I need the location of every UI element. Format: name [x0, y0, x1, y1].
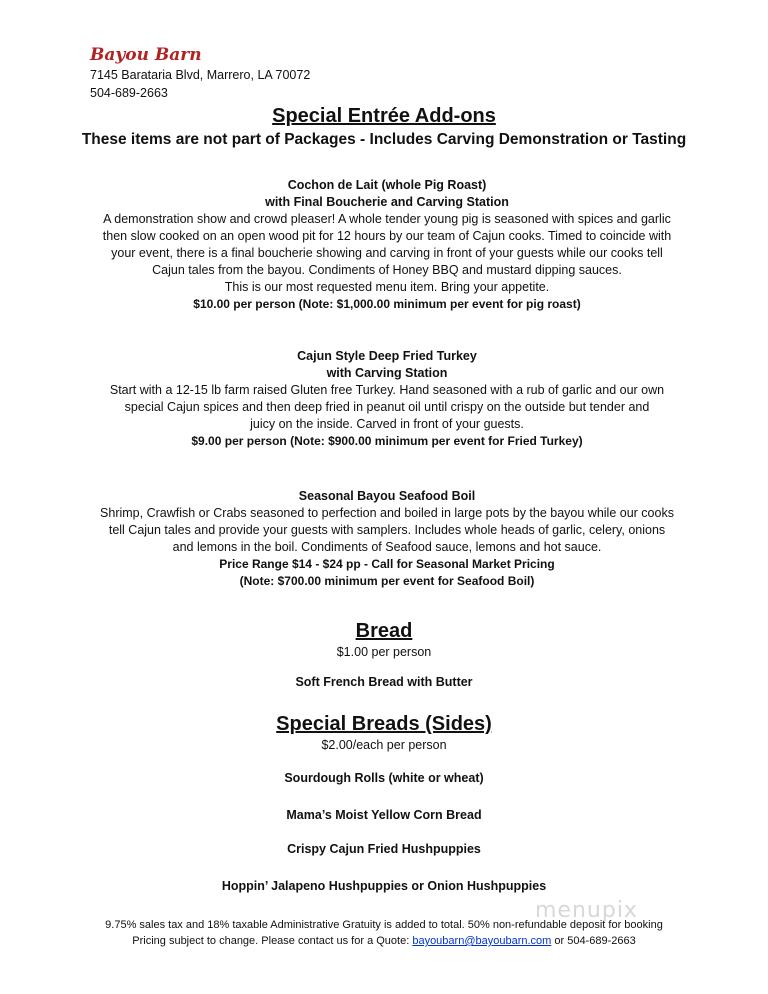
section-price: $10.00 per person (Note: $1,000.00 minimum per event for pig roast) [193, 297, 581, 311]
section-desc-line: juicy on the inside. Carved in front of your guests. [250, 417, 524, 431]
restaurant-header [90, 44, 310, 102]
section-desc-line: tell Cajun tales and provide your guests with samplers. Includes whole heads of garlic, celery, onions [108, 523, 666, 537]
page-title: Special Entrée Add-ons [272, 105, 496, 127]
section-title: Cochon de Lait (whole Pig Roast) [287, 178, 487, 192]
section-title: Seasonal Bayou Seafood Boil [298, 489, 476, 503]
section-desc-line: This is our most requested menu item. Bring your appetite. [224, 280, 550, 294]
bread-item: Soft French Bread with Butter [295, 675, 473, 689]
special-bread-item: Crispy Cajun Fried Hushpuppies [287, 842, 481, 856]
section-subtitle: with Carving Station [326, 366, 448, 380]
special-bread-item: Hoppin’ Jalapeno Hushpuppies or Onion Hushpuppies [221, 879, 547, 893]
section-desc-line: then slow cooked on an open wood pit for 12 hours by our team of Cajun cooks. Timed to coincide with [102, 229, 672, 243]
restaurant-address: 7145 Barataria Blvd, Marrero, LA 70072 [90, 68, 311, 82]
page-subtitle: These items are not part of Packages - Includes Carving Demonstration or Tasting [81, 131, 687, 148]
section-seafood-boil [92, 488, 682, 590]
section-desc-line: special Cajun spices and then deep fried in peanut oil until crispy on the outside but tender and [124, 400, 650, 414]
section-title: Cajun Style Deep Fried Turkey [297, 349, 477, 363]
restaurant-phone: 504-689-2663 [90, 86, 168, 100]
bread-title: Bread [355, 620, 413, 642]
section-desc-line: and lemons in the boil. Condiments of Seafood sauce, lemons and hot sauce. [172, 540, 602, 554]
email-link[interactable]: bayoubarn@bayoubarn.com [412, 935, 552, 947]
section-price-note: (Note: $700.00 minimum per event for Seafood Boil) [239, 574, 535, 588]
footer-contact-suffix: or 504-689-2663 [551, 935, 636, 947]
section-price: $9.00 per person (Note: $900.00 minimum per event for Fried Turkey) [191, 434, 583, 448]
watermark: menupix [535, 898, 638, 923]
section-desc-line: Start with a 12-15 lb farm raised Gluten free Turkey. Hand seasoned with a rub of garlic and our own [109, 383, 665, 397]
special-bread-item: Sourdough Rolls (white or wheat) [284, 771, 484, 785]
section-desc-line: Shrimp, Crawfish or Crabs seasoned to perfection and boiled in large pots by the bayou while our cooks [100, 506, 674, 520]
restaurant-name: Bayou Barn [90, 45, 202, 65]
section-price: Price Range $14 - $24 pp - Call for Seasonal Market Pricing [219, 557, 555, 571]
section-pig-roast [92, 177, 682, 313]
section-subtitle: with Final Boucherie and Carving Station [265, 195, 509, 209]
special-bread-item: Mama’s Moist Yellow Corn Bread [286, 808, 482, 822]
special-breads-price: $2.00/each per person [321, 738, 447, 752]
special-breads-title: Special Breads (Sides) [276, 713, 492, 735]
footer-contact [0, 933, 768, 949]
section-desc-line: A demonstration show and crowd pleaser! A whole tender young pig is seasoned with spices and garlic [103, 212, 671, 226]
footer-contact-prefix: Pricing subject to change. Please contact us for a Quote: [132, 935, 413, 947]
section-desc-line: your event, there is a final boucherie showing and carving in front of your guests while our cooks tell [111, 246, 663, 260]
section-fried-turkey [92, 348, 682, 450]
footer-terms: 9.75% sales tax and 18% taxable Administrative Gratuity is added to total. 50% non-refundable deposit for booking [105, 919, 663, 931]
bread-price: $1.00 per person [336, 645, 432, 659]
section-desc-line: Cajun tales from the bayou. Condiments of Honey BBQ and mustard dipping sauces. [152, 263, 622, 277]
